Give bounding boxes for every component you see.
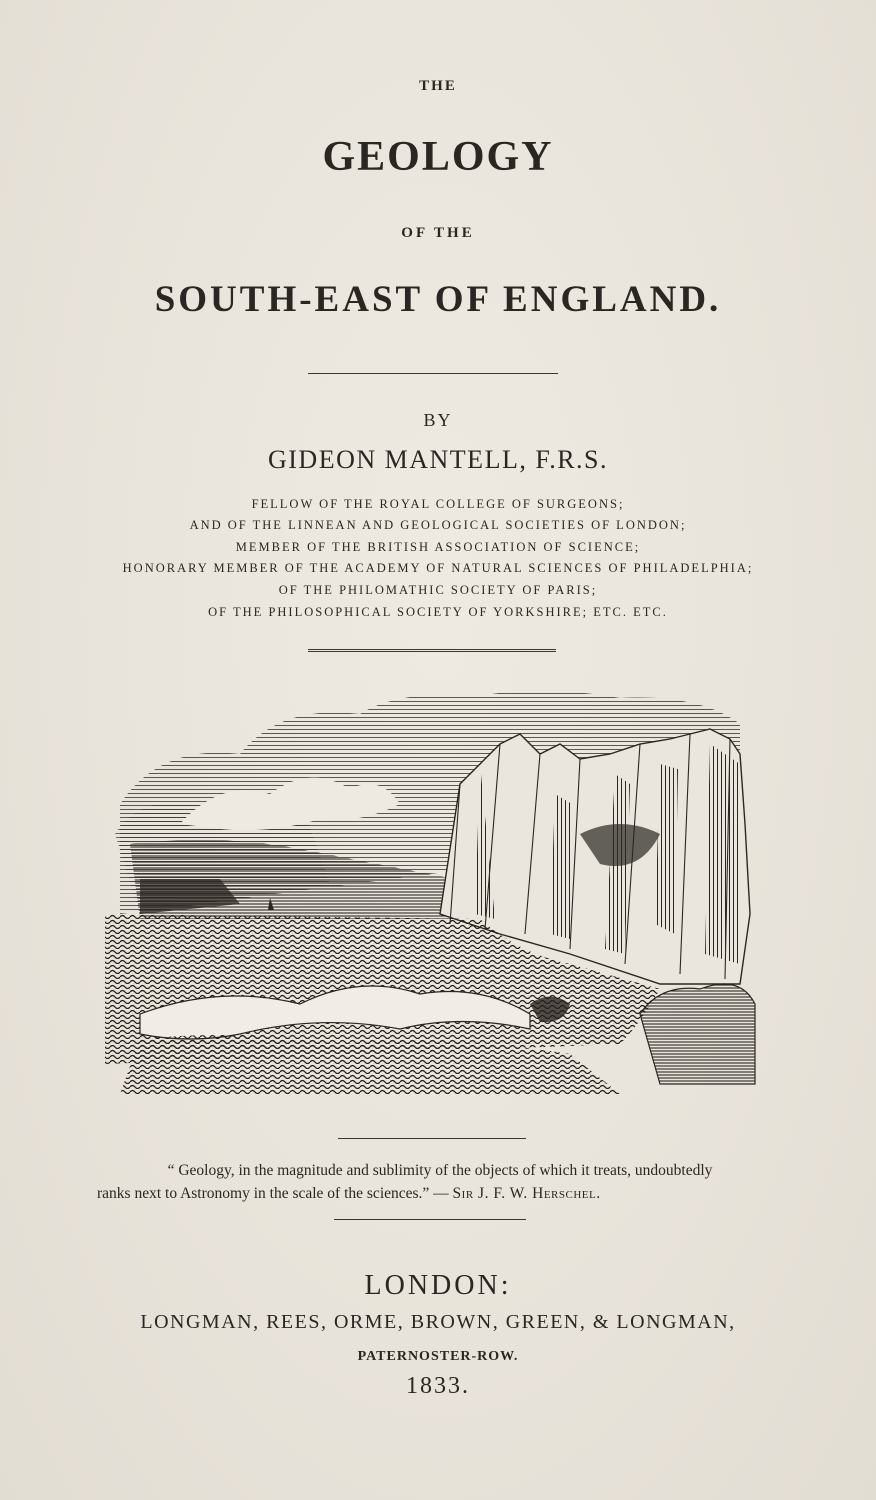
epigraph-attribution: Sir J. F. W. Herschel. (452, 1185, 601, 1202)
book-subtitle: SOUTH-EAST OF ENGLAND. (154, 279, 722, 320)
imprint-city: LONDON: (364, 1270, 512, 1301)
divider-rule (338, 1138, 526, 1139)
title-connector: OF THE (401, 225, 475, 241)
epigraph-line: “ Geology, in the magnitude and sublimity of the objects of which it treats, undoubtedly (167, 1162, 713, 1179)
author-credential: MEMBER OF THE BRITISH ASSOCIATION OF SCIENCE; (235, 540, 641, 554)
divider-rule (308, 373, 558, 374)
author-credential: AND OF THE LINNEAN AND GEOLOGICAL SOCIETIES OF LONDON; (189, 518, 687, 532)
imprint-publisher: LONGMAN, REES, ORME, BROWN, GREEN, & LONGMAN, (140, 1311, 736, 1333)
divider-rule (308, 649, 556, 652)
epigraph-text: ranks next to Astronomy in the scale of the sciences.” — (97, 1185, 449, 1202)
author-credential: HONORARY MEMBER OF THE ACADEMY OF NATURAL SCIENCES OF PHILADELPHIA; (122, 561, 754, 575)
author-name: GIDEON MANTELL, F.R.S. (267, 445, 609, 474)
book-title: GEOLOGY (322, 134, 554, 180)
divider-rule (334, 1219, 526, 1220)
author-credential: FELLOW OF THE ROYAL COLLEGE OF SURGEONS; (251, 497, 625, 511)
imprint-address: PATERNOSTER-ROW. (357, 1349, 519, 1364)
title-article: THE (419, 78, 457, 94)
engraving-coastal-cliffs-illustration (100, 684, 760, 1104)
epigraph-line (97, 1182, 787, 1205)
imprint-year: 1833. (406, 1373, 470, 1399)
author-credential: OF THE PHILOMATHIC SOCIETY OF PARIS; (278, 583, 598, 597)
author-credential: OF THE PHILOSOPHICAL SOCIETY OF YORKSHIRE; ETC. ETC. (208, 605, 668, 619)
byline-by: BY (423, 410, 453, 430)
